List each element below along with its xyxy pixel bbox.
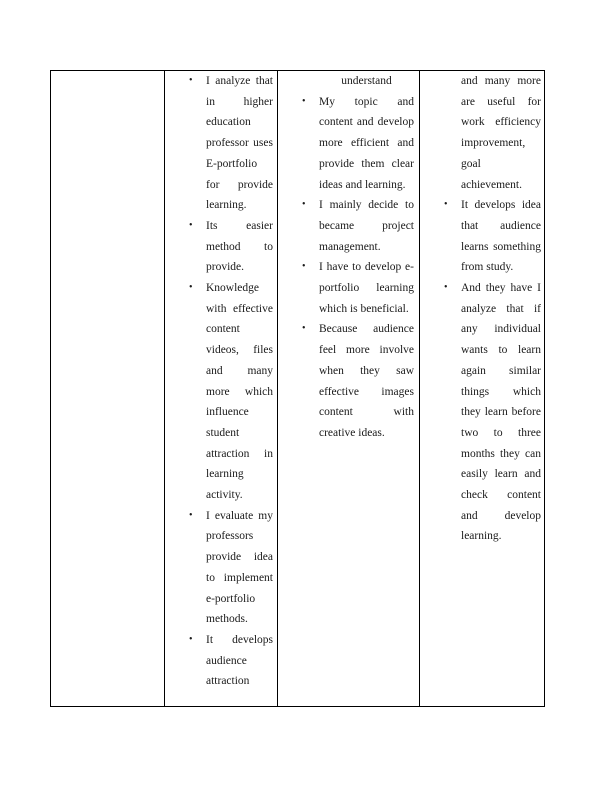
list-item: • I mainly decide to became project management. — [319, 195, 414, 257]
list-item: • I have to develop e-portfolio learning which is beneficial. — [319, 257, 414, 319]
bullet-icon: • — [189, 75, 193, 86]
bullet-icon: • — [189, 509, 193, 521]
bullet-icon: • — [302, 261, 306, 273]
list-item: • I evaluate my professors provide idea to implement e-portfolio methods. — [206, 506, 273, 630]
bullet-icon: • — [189, 219, 193, 231]
column-divider — [419, 71, 420, 706]
table-cell-col3 — [302, 71, 414, 706]
bullet-icon: • — [302, 95, 306, 107]
list-item: • Its easier method to provide. — [206, 216, 273, 278]
list-item: • And they have I analyze that if any individual wants to learn again similar things which they learn before two to three months they can easily learn and check content and develop learning. — [461, 278, 541, 547]
continued-text: and many more are useful for work efficiency improvement, goal achievement. — [461, 75, 541, 191]
bullet-icon: • — [302, 199, 306, 211]
list-item: • It develops idea that audience learns something from study. — [461, 195, 541, 278]
bullet-icon: • — [444, 199, 448, 211]
list-item: • Knowledge with effective content videos, files and many more which influence student attraction in learning activity. — [206, 278, 273, 506]
list-item: • My topic and content and develop more efficient and provide them clear ideas and learning. — [319, 92, 414, 196]
table-cell-col1 — [51, 71, 164, 706]
bullet-list — [189, 71, 273, 692]
list-item: • I analyze that in higher education professor uses E-portfolio for provide learning. — [206, 71, 273, 216]
bullet-icon: • — [302, 323, 306, 335]
bullet-icon: • — [444, 282, 448, 294]
list-item: • Because audience feel more involve when they saw effective images content with creative ideas. — [319, 319, 414, 443]
bullet-icon: • — [189, 282, 193, 294]
table-cell-col4 — [444, 71, 541, 706]
list-item: • It develops audience attraction — [206, 630, 273, 692]
bullet-icon: • — [189, 633, 193, 645]
table-cell-col2 — [189, 71, 273, 706]
content-table — [50, 70, 545, 707]
column-divider — [277, 71, 278, 706]
continued-text: understand — [341, 75, 392, 87]
bullet-list — [302, 92, 414, 444]
column-divider — [164, 71, 165, 706]
bullet-list — [444, 195, 541, 547]
